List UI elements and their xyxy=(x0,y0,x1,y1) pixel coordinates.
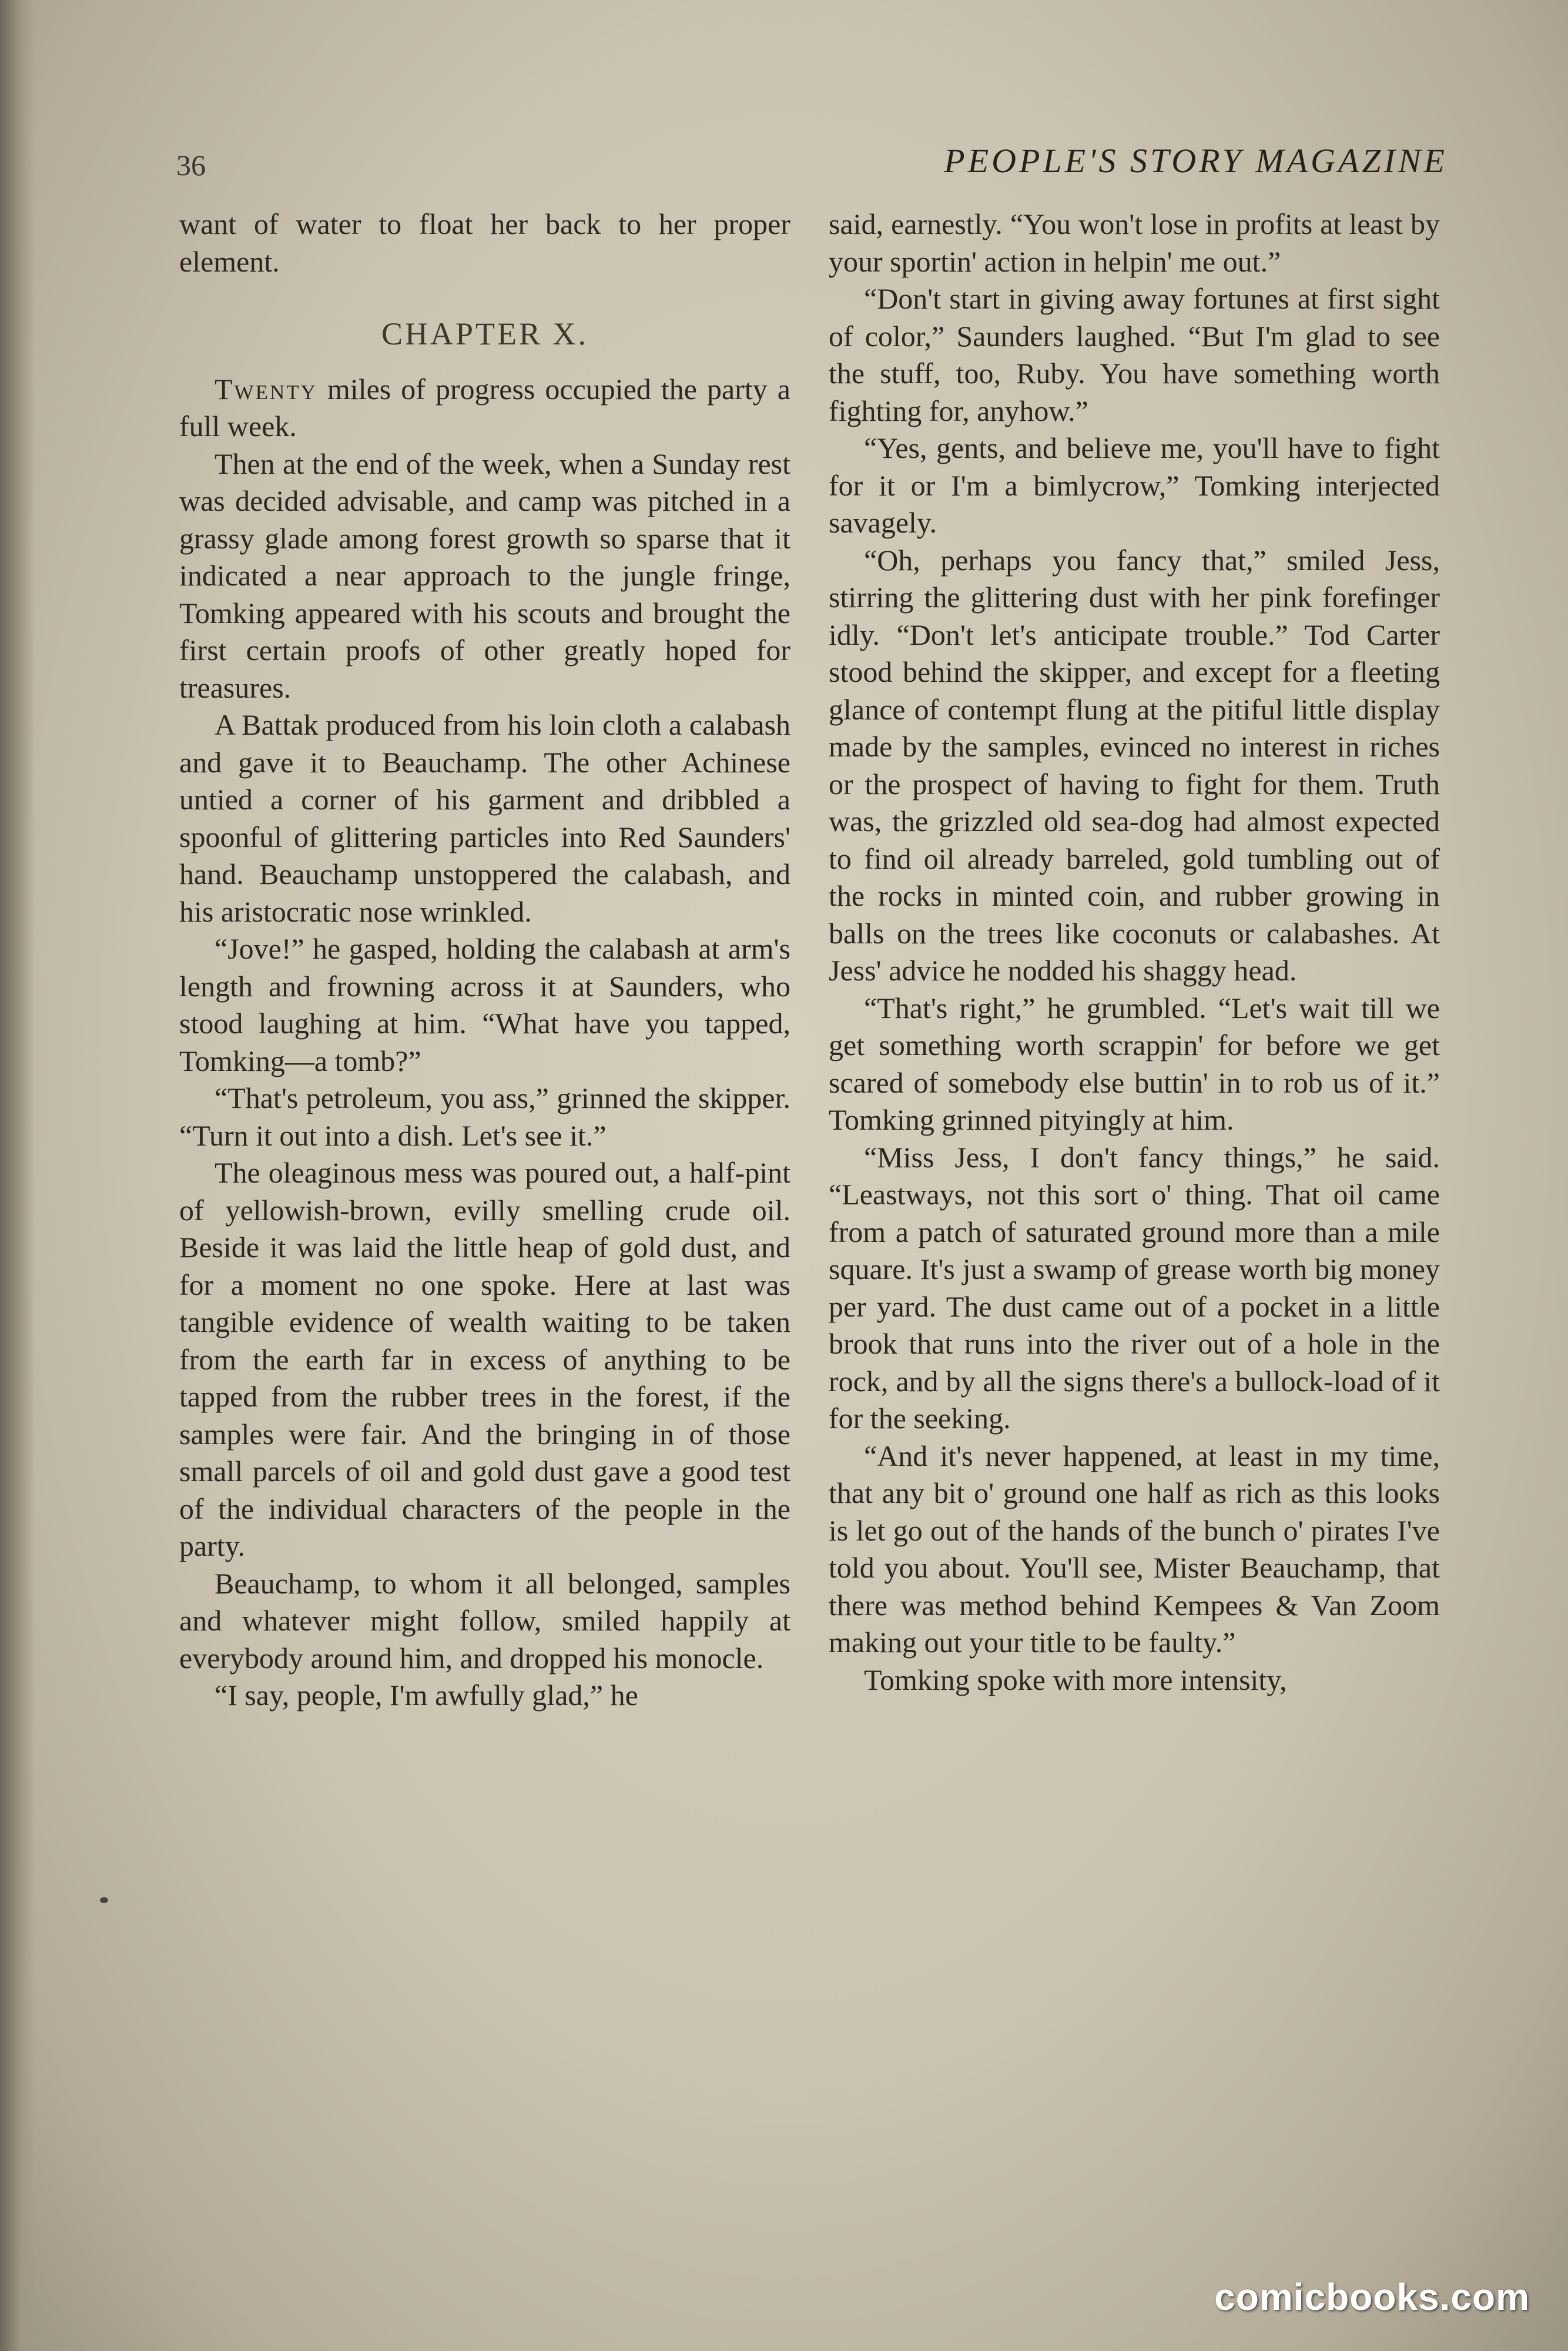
paragraph: want of water to float her back to her proper element. xyxy=(179,207,790,278)
paragraph: said, earnestly. “You won't lose in profits at least by your sportin' action in helpin' me out.” xyxy=(829,207,1440,278)
paragraph: “Miss Jess, I don't fancy things,” he said. “Leastways, not this sort o' thing. That oil came from a patch of saturated ground more than a mile square. It's just a swamp of grease worth big money per yard. The dust came out of a pocket in a little brook that runs into the river out of a hole in the rock, and by all the signs there's a bullock-load of it for the seeking. xyxy=(829,1140,1440,1435)
paragraph: “Yes, gents, and believe me, you'll have to fight for it or I'm a bimlycrow,” Tomking interjected savagely. xyxy=(829,431,1440,539)
drop-word: Twenty xyxy=(215,372,317,406)
paragraph: “Don't start in giving away fortunes at first sight of color,” Saunders laughed. “But I'm glad to see the stuff, too, Ruby. You have something worth fighting for, anyhow.” xyxy=(829,282,1440,427)
paragraph: Tomking spoke with more intensity, xyxy=(864,1663,1287,1696)
paragraph: Beauchamp, to whom it all belonged, samples and whatever might follow, smiled happily at everybody around him, and dropped his monocle. xyxy=(179,1566,790,1674)
paragraph: “That's right,” he grumbled. “Let's wait till we get something worth scrappin' for before we get scared of somebody else buttin' in to rob us of it.” Tomking grinned pityingly at him. xyxy=(829,991,1440,1136)
ink-fleck xyxy=(100,1897,108,1903)
page-number: 36 xyxy=(176,149,206,182)
paragraph: “I say, people, I'm awfully glad,” he xyxy=(215,1679,638,1712)
right-column xyxy=(829,206,1440,1699)
running-head: PEOPLE'S STORY MAGAZINE xyxy=(944,142,1448,180)
page-binding-shadow xyxy=(0,0,35,2351)
paragraph-text: miles of progress occupied the party a full week. xyxy=(179,372,790,443)
paragraph: The oleaginous mess was poured out, a half-pint of yellowish-brown, evilly smelling crude oil. Beside it was laid the little heap of gold dust, and for a moment no one spoke. Here at last was tangible evidence of wealth waiting to be taken from the earth far in excess of anything to be tapped from the rubber trees in the forest, if the samples were fair. And the bringing in of those small parcels of oil and gold dust gave a good test of the individual characters of the people in the party. xyxy=(179,1156,790,1562)
paragraph: A Battak produced from his loin cloth a calabash and gave it to Beauchamp. The other Achinese untied a corner of his garment and dribbled a spoonful of glittering particles into Red Saunders' hand. Beauchamp unstoppered the calabash, and his aristocratic nose wrinkled. xyxy=(179,708,790,928)
paragraph: Then at the end of the week, when a Sunday rest was decided advisable, and camp was pitched in a grassy glade among forest growth so sparse that it indicated a near approach to the jungle fringe, Tomking appeared with his scouts and brought the first certain proofs of other greatly hoped for treasures. xyxy=(179,447,790,704)
paragraph: “That's petroleum, you ass,” grinned the skipper. “Turn it out into a dish. Let's see it.” xyxy=(179,1081,790,1152)
paragraph: “Oh, perhaps you fancy that,” smiled Jess, stirring the glittering dust with her pink forefinger idly. “Don't let's anticipate trouble.” Tod Carter stood behind the skipper, and except for a fleeting glance of contempt flung at the pitiful little display made by the samples, evinced no interest in riches or the prospect of having to fight for them. Truth was, the grizzled old sea-dog had almost expected to find oil already barreled, gold tumbling out of the rocks in minted coin, and rubber growing in balls on the trees like coconuts or calabashes. At Jess' advice he nodded his shaggy head. xyxy=(829,543,1440,987)
paragraph: “And it's never happened, at least in my time, that any bit o' ground one half as rich as this looks is let go out of the hands of the bunch o' pirates I've told you about. You'll see, Mister Beauchamp, that there was method behind Kempees & Van Zoom making out your title to be faulty.” xyxy=(829,1439,1440,1659)
left-column xyxy=(179,206,790,1714)
watermark: comicbooks.com xyxy=(1214,2276,1530,2318)
paragraph xyxy=(179,371,790,446)
paragraph: “Jove!” he gasped, holding the calabash at arm's length and frowning across it at Saunders, who stood laughing at him. “What have you tapped, Tomking—a tomb?” xyxy=(179,932,790,1077)
chapter-heading: CHAPTER X. xyxy=(381,316,589,351)
